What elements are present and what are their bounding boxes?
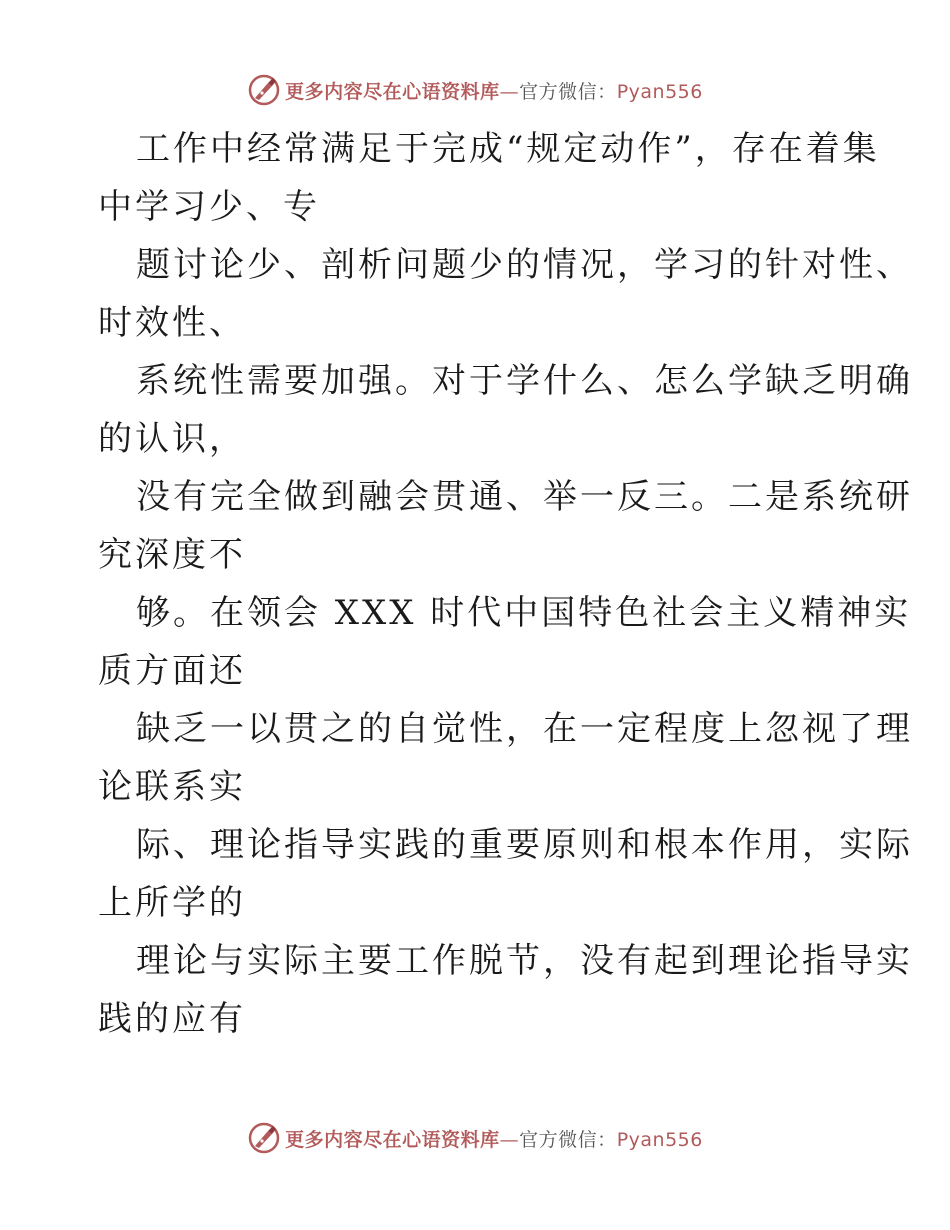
banner-dash: — bbox=[499, 80, 520, 103]
banner-separator: ： bbox=[597, 80, 617, 103]
text-line: 的认识， bbox=[98, 419, 246, 459]
text-line: 质方面还 bbox=[98, 651, 246, 691]
text-line: 时效性、 bbox=[98, 303, 246, 343]
pen-nib-circle-icon bbox=[247, 1121, 281, 1155]
text-line: 践的应有 bbox=[98, 999, 246, 1039]
text-line: 没有完全做到融会贯通、举一反三。二是系统研 bbox=[136, 477, 913, 517]
text-line: 究深度不 bbox=[98, 535, 246, 575]
text-line: 中学习少、专 bbox=[98, 187, 320, 227]
banner-dash: — bbox=[499, 1128, 520, 1151]
pen-nib-circle-icon bbox=[247, 73, 281, 107]
text-line: 论联系实 bbox=[98, 767, 246, 807]
footer-banner-inner bbox=[247, 1121, 703, 1155]
banner-main-text: 更多内容尽在心语资料库 bbox=[285, 80, 500, 103]
document-body bbox=[98, 120, 913, 1048]
banner-sub-text: 官方微信 bbox=[519, 80, 598, 103]
text-line: 题讨论少、剖析问题少的情况，学习的针对性、 bbox=[136, 245, 913, 285]
text-line: 缺乏一以贯之的自觉性，在一定程度上忽视了理 bbox=[136, 709, 913, 749]
text-line: 理论与实际主要工作脱节，没有起到理论指导实 bbox=[136, 941, 913, 981]
banner-sub-text: 官方微信 bbox=[519, 1128, 598, 1151]
header-banner-inner bbox=[247, 73, 703, 107]
footer-banner bbox=[0, 1118, 950, 1158]
text-line: 系统性需要加强。对于学什么、怎么学缺乏明确 bbox=[136, 361, 913, 401]
banner-wechat-id: Pyan556 bbox=[616, 1128, 703, 1151]
banner-main-text: 更多内容尽在心语资料库 bbox=[285, 1128, 500, 1151]
header-banner bbox=[0, 70, 950, 110]
text-line: 工作中经常满足于完成“规定动作”，存在着集 bbox=[136, 129, 880, 169]
banner-wechat-id: Pyan556 bbox=[616, 80, 703, 103]
text-line: 够。在领会 XXX 时代中国特色社会主义精神实 bbox=[136, 593, 912, 633]
banner-separator: ： bbox=[597, 1128, 617, 1151]
text-line: 际、理论指导实践的重要原则和根本作用，实际 bbox=[136, 825, 913, 865]
text-line: 上所学的 bbox=[98, 883, 246, 923]
